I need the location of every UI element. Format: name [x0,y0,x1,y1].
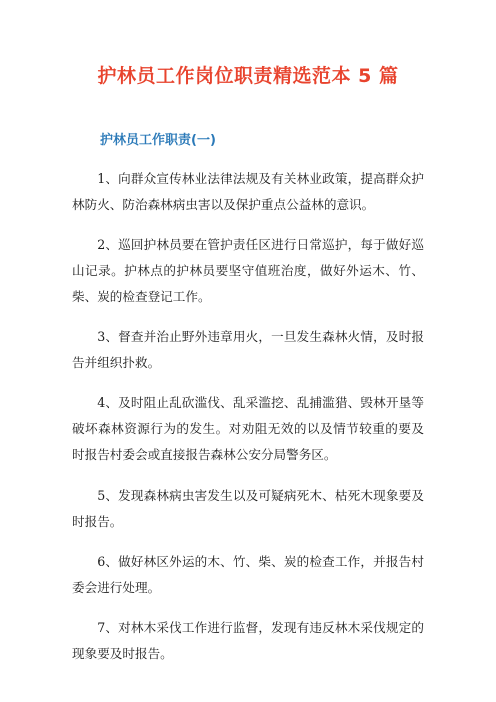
paragraph-3: 3、督查并治止野外违章用火，一旦发生森林火情，及时报告并组织扑救。 [72,329,424,370]
paragraph-2: 2、巡回护林员要在管护责任区进行日常巡护，每于做好巡山记录。护林点的护林员要坚守值班治度，做好外运木、竹、柴、炭的检查登记工作。 [72,237,424,304]
paragraph-5: 5、发现森林病虫害发生以及可疑病死木、枯死木现象要及时报告。 [72,488,424,529]
section-heading: 护林员工作职责(一) [100,133,216,148]
paragraph-4: 4、及时阻止乱砍滥伐、乱采滥挖、乱捕滥猎、毁林开垦等破坏森林资源行为的发生。对劝阻无效的以及情节较重的要及时报告村委会或直接报告森林公安分局警务区。 [72,395,424,462]
paragraph-1: 1、向群众宣传林业法律法规及有关林业政策，提高群众护林防火、防治森林病虫害以及保护重点公益林的意识。 [72,171,424,212]
paragraph-6: 6、做好林区外运的木、竹、柴、炭的检查工作，并报告村委会进行处理。 [72,554,424,595]
paragraph-7: 7、对林木采伐工作进行监督，发现有违反林木采伐规定的现象要及时报告。 [72,620,424,661]
document-title: 护林员工作岗位职责精选范本 5 篇 [97,65,399,87]
